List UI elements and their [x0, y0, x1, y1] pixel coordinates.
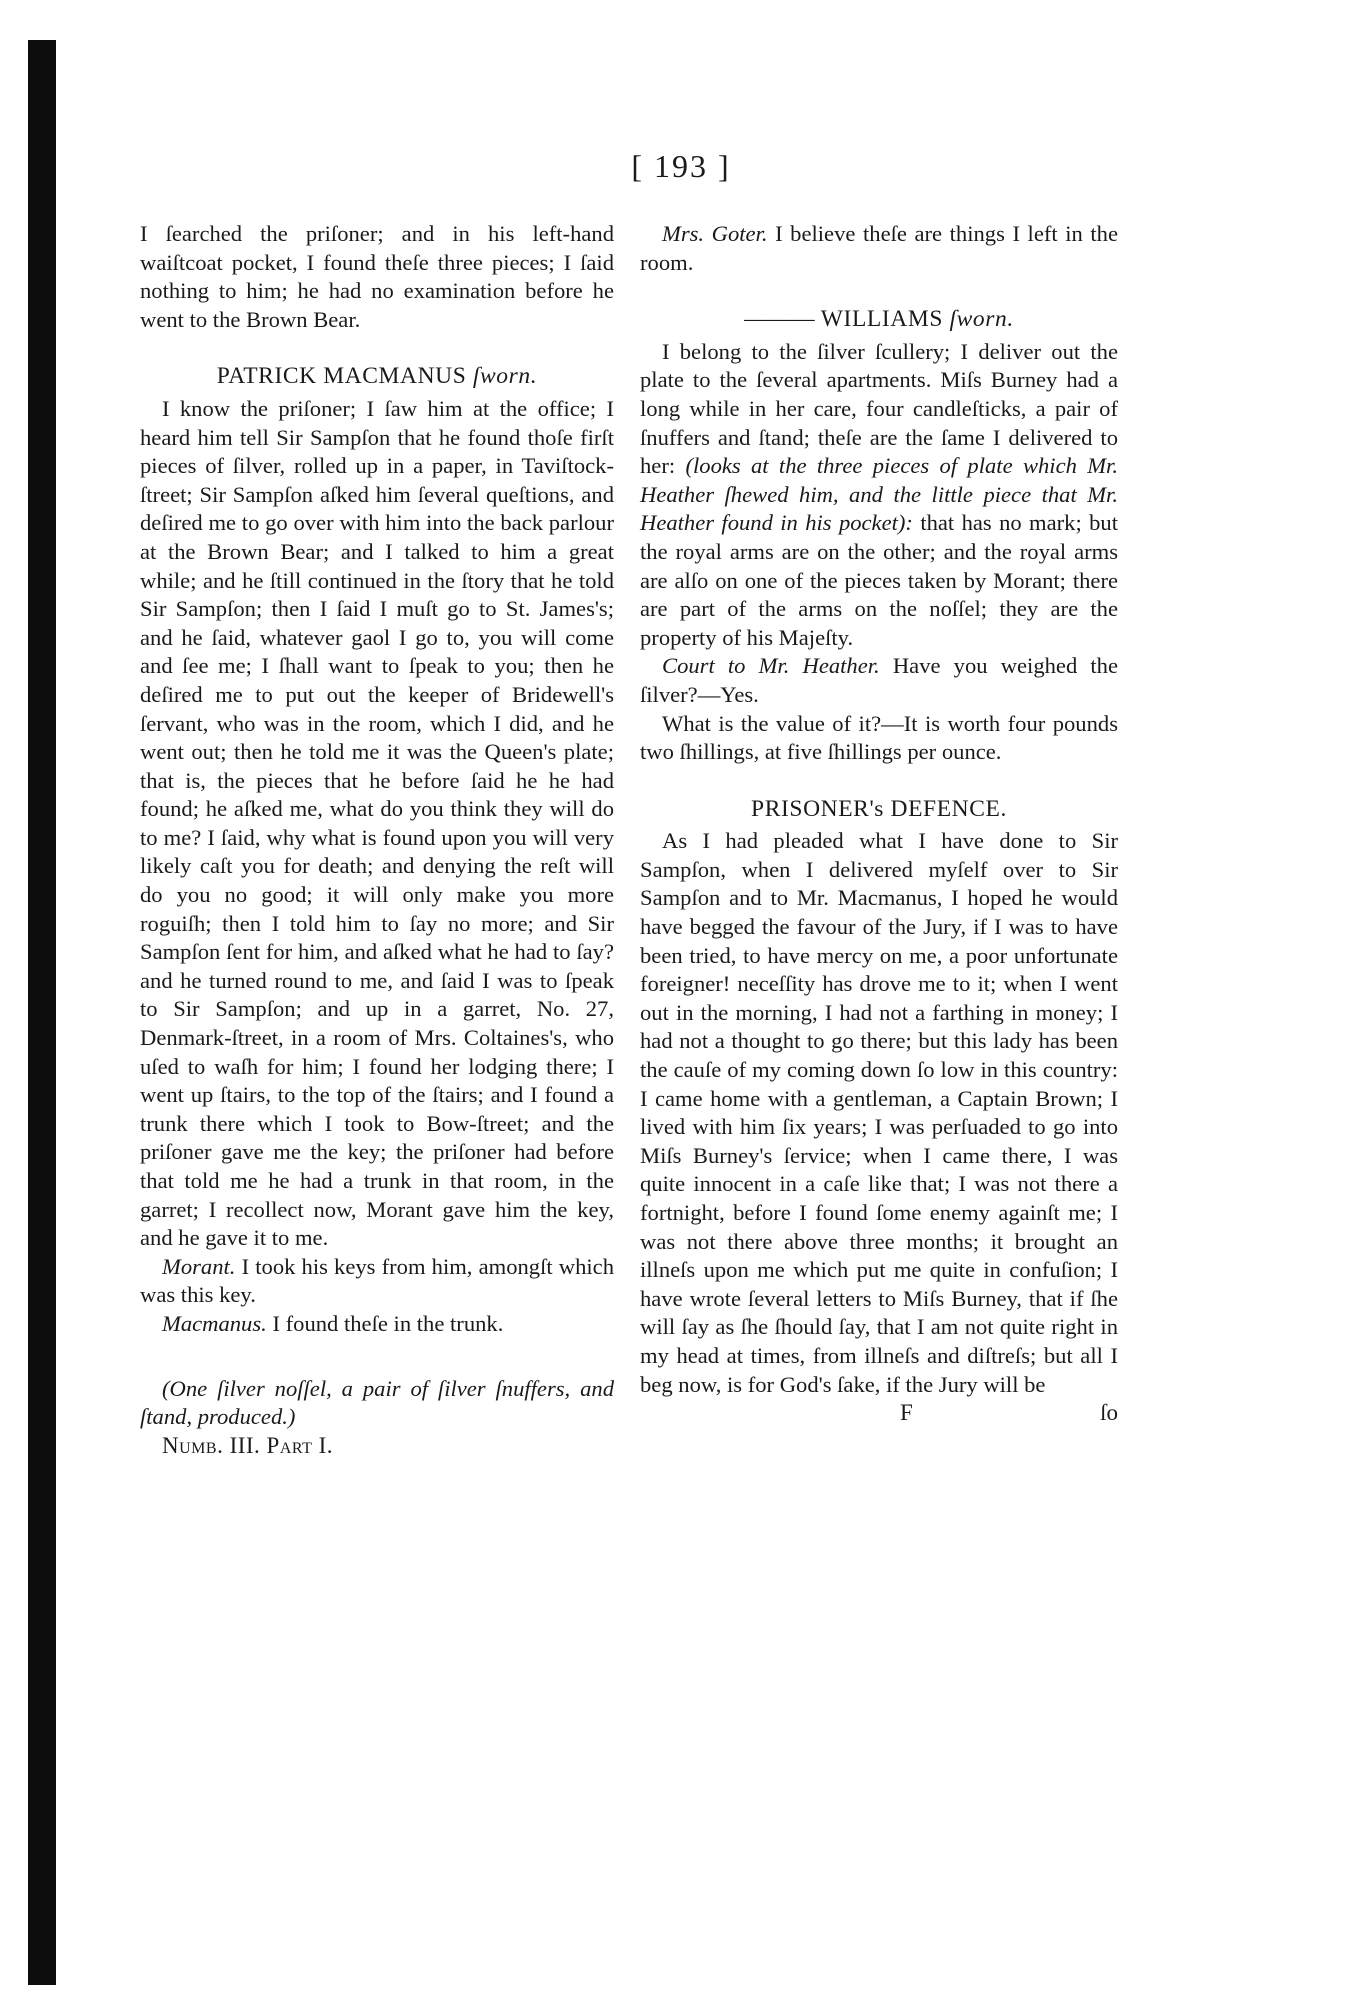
paragraph-macmanus [140, 1310, 614, 1339]
paragraph-produced: (One ſilver noſſel, a pair of ſilver ſnuffers, and ſtand, produced.) [140, 1375, 614, 1430]
heading-williams-name: WILLIAMS [820, 306, 944, 333]
footer-numb: Numb. III. Part I. [162, 1432, 334, 1458]
goter-text: I believe theſe are things I left in the room. [640, 221, 1118, 275]
paragraph-search: I ſearched the priſoner; and in his left-hand waiſtcoat pocket, I found theſe three pieces; I ſaid nothing to him; he had no examination before he went to the Brown Bear. [140, 221, 614, 332]
heading-macmanus-name: PATRICK MACMANUS [216, 363, 467, 390]
heading-defence: PRISONER's DEFENCE. [751, 795, 1007, 822]
signature-mark: F [900, 1400, 913, 1426]
catchword: ſo [1100, 1400, 1118, 1426]
paragraph-goter [640, 220, 1118, 277]
left-column [140, 220, 614, 1460]
paragraph-court [640, 652, 1118, 709]
speaker-goter: Mrs. Goter. [662, 221, 768, 246]
morant-text: I took his keys from him, amongſt which was this key. [140, 1253, 614, 1308]
heading-macmanus-sworn: ſworn. [472, 363, 538, 390]
paragraph-macmanus-testimony: I know the priſoner; I ſaw him at the office; I heard him tell Sir Sampſon that he found thoſe firſt pieces of ſilver, rolled up in a paper, in Taviſtock-ſtreet; Sir Sampſon aſked him ſeveral queſtions, and deſired me to go over with him into the back parlour at the Brown Bear; and I talked to him a great while; and he ſtill continued in the ſtory that he told Sir Sampſon; then I ſaid I muſt go to St. James's; and he ſaid, whatever gaol I go to, you will come and ſee me; I ſhall want to ſpeak to you; then he deſired me to put out the keeper of Bridewell's ſervant, who was in the room, which I did, and he went out; then he told me it was the Queen's plate; that is, the pieces that he before ſaid he he had found; he aſked me, what do you think they will do to me? I ſaid, why what is found upon you will very likely caſt you for death; and denying the reſt will do you no good; it will only make you more roguiſh; then I told him to ſay no more; and Sir Sampſon ſent for him, and aſked what he had to ſay? and he turned round to me, and ſaid I was to ſpeak to Sir Sampſon; and up in a garret, No. 27, Denmark-ſtreet, in a room of Mrs. Coltaines's, who uſed to waſh for him; I found her lodging there; I went up ſtairs, to the top of the ſtairs; and I found a trunk there which I took to Bow-ſtreet; and the priſoner gave me the key; the priſoner had before that told me he had a trunk in that room, in the garret; I recollect now, Morant gave him the key, and he gave it to me. [140, 395, 614, 1251]
heading-macmanus [140, 362, 614, 391]
paragraph-morant [140, 1253, 614, 1310]
paragraph-value: What is the value of it?—It is worth four pounds two ſhillings, at five ſhillings per ounce. [640, 710, 1118, 765]
heading-williams-sworn: ſworn. [949, 306, 1014, 333]
heading-williams-dash: ——— [744, 306, 815, 333]
williams-text-a: I belong to the ſilver ſcullery; I deliver out the plate to the ſeveral apartments. Miſs Burney had a long while in her care, four candleſticks, a pair of ſnuffers and ſtand; theſe are the ſame I delivered to her: [640, 338, 1118, 479]
macmanus-text: I found theſe in the trunk. [272, 1310, 504, 1336]
paragraph-defence: As I had pleaded what I have done to Sir Sampſon, when I delivered myſelf over to Sir Sampſon and to Mr. Macmanus, I hoped he would have begged the favour of the Jury, if I was to have been tried, to have mercy on me, a poor unfortunate foreigner! neceſſity has drove me to it; when I went out in the morning, I had not a farthing in money; I had not a thought to go there; but this lady has been the cauſe of my coming down ſo low in this country: I came home with a gentleman, a Captain Brown; I lived with him ſix years; I was perſuaded to go into Miſs Burney's ſervice; when I came there, I was quite innocent in a caſe like that; I was not there a fortnight, before I found ſome enemy againſt me; I was not there above three months; it brought an illneſs upon me which put me quite in confuſion; I have wrote ſeveral letters to Miſs Burney, that if ſhe will ſay as ſhe ſhould ſay, that I am not quite right in my head at times, from illneſs and diſtreſs; but all I beg now, is for God's ſake, if the Jury will be [640, 828, 1118, 1397]
williams-stage-direction: (looks at the three pieces of plate which Mr. Heather ſhewed him, and the little piece that Mr. Heather found in his pocket): [640, 453, 1118, 536]
paragraph-williams-testimony [640, 338, 1118, 653]
right-column [640, 220, 1118, 1428]
heading-williams [640, 305, 1118, 334]
speaker-court: Court to Mr. Heather. [662, 653, 880, 679]
court-text: Have you weighed the ſilver?—Yes. [640, 653, 1118, 707]
speaker-macmanus: Macmanus. [162, 1310, 267, 1336]
page-number: [ 193 ] [631, 148, 731, 184]
footer-right [640, 1399, 1118, 1428]
spacer [140, 1339, 614, 1375]
williams-text-b: that has no mark; but the royal arms are on the other; and the royal arms are alſo on one of the pieces taken by Morant; there are part of the arms on the noſſel; they are the property of his Majeſty. [640, 510, 1118, 650]
scan-binding-edge [28, 40, 56, 1985]
speaker-morant: Morant. [162, 1253, 236, 1279]
